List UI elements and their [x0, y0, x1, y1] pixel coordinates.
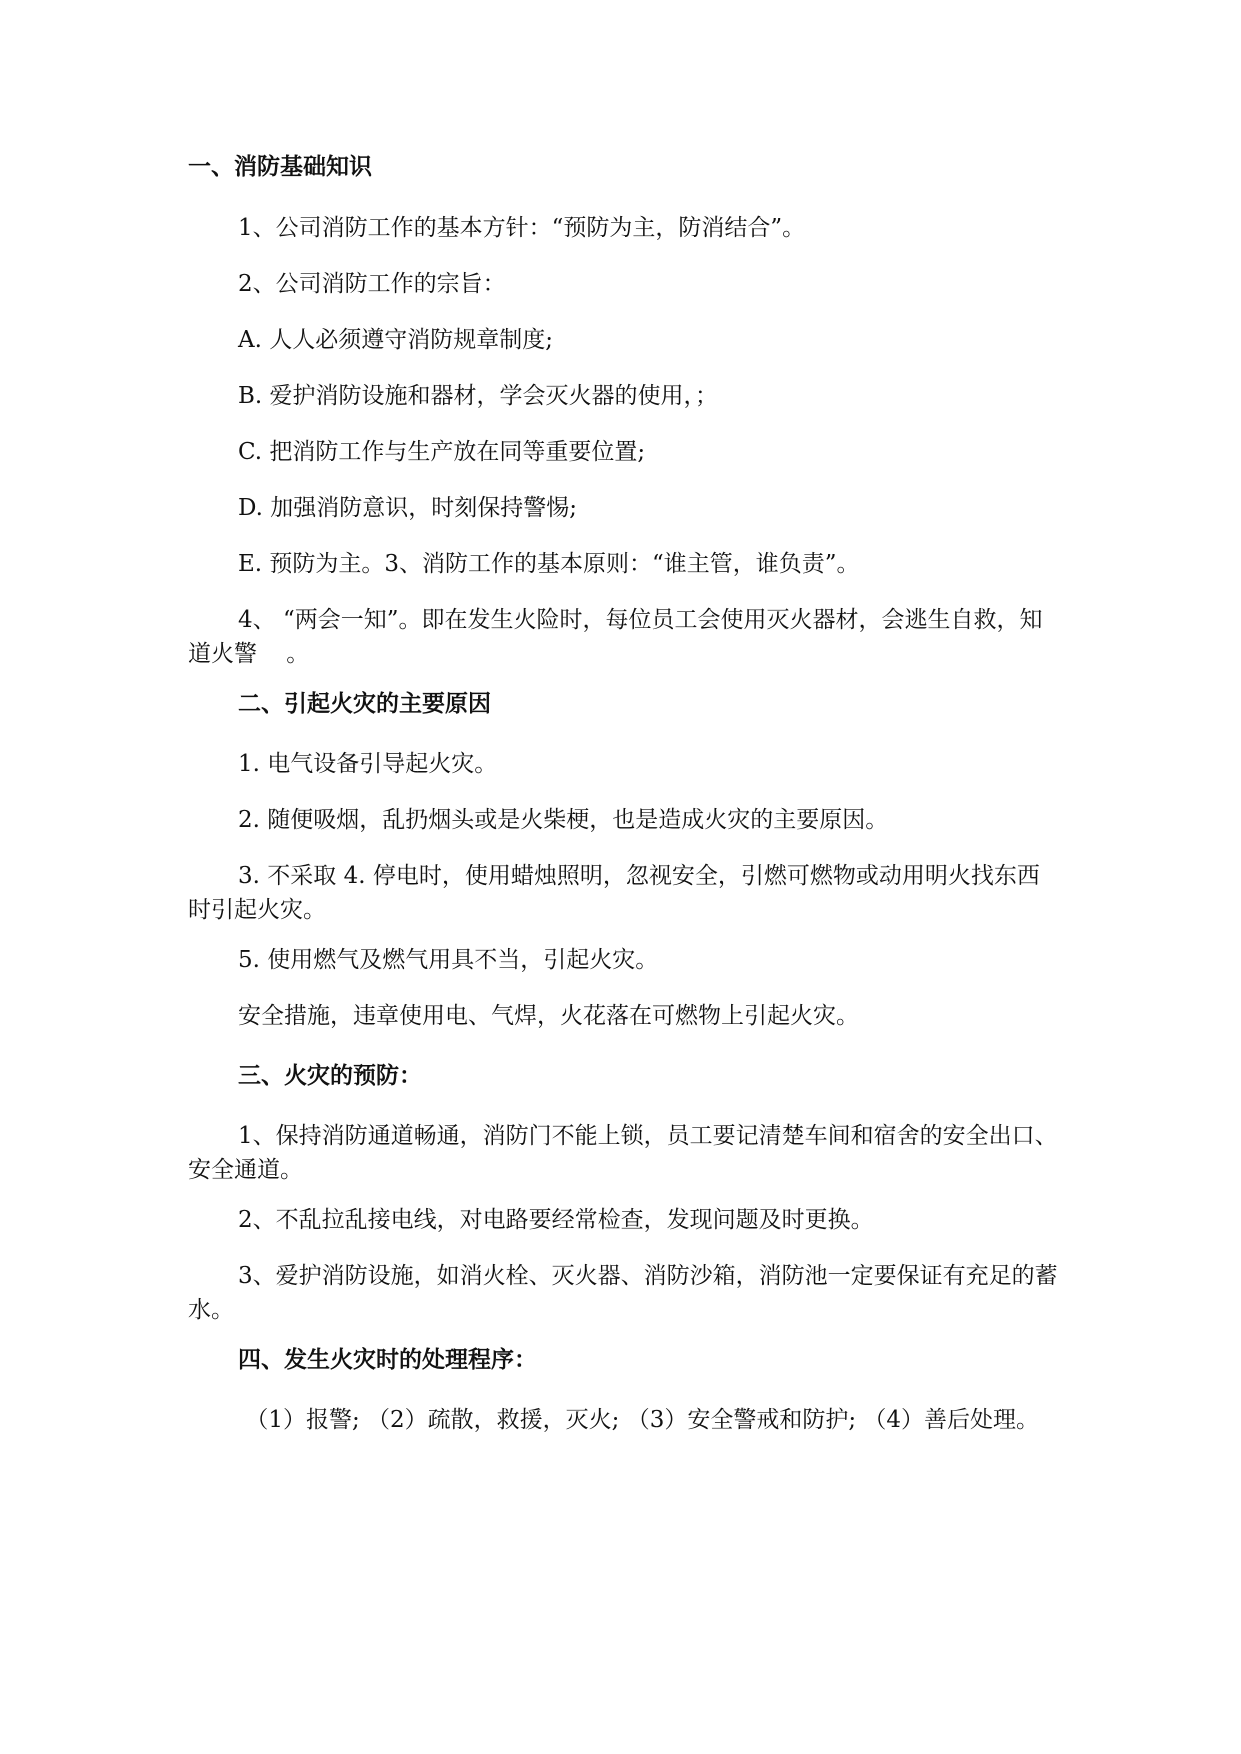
paragraph: B. 爱护消防设施和器材，学会灭火器的使用，；	[238, 383, 719, 409]
paragraph: 5. 使用燃气及燃气用具不当，引起火灾。	[238, 947, 659, 973]
paragraph: C. 把消防工作与生产放在同等重要位置;	[238, 439, 646, 465]
paragraph: 1. 电气设备引导起火灾。	[238, 751, 498, 777]
paragraph: 2、不乱拉乱接电线，对电路要经常检查，发现问题及时更换。	[238, 1207, 874, 1233]
paragraph: 3、爱护消防设施，如消火栓、灭火器、消防沙箱，消防池一定要保证有充足的蓄水。	[188, 1263, 1058, 1323]
paragraph: 1、公司消防工作的基本方针：“预防为主，防消结合”。	[238, 215, 806, 241]
paragraph: D. 加强消防意识，时刻保持警惕;	[238, 495, 577, 521]
paragraph: 3. 不采取 4. 停电时，使用蜡烛照明，忽视安全，引燃可燃物或动用明火找东西时引起火灾。	[188, 863, 1040, 923]
paragraph: （1）报警; （2）疏散，救援，灭火; （3）安全警戒和防护; （4）善后处理。	[238, 1407, 1040, 1433]
section-heading: 三、火灾的预防：	[238, 1063, 422, 1089]
paragraph: E. 预防为主。3、消防工作的基本原则：“谁主管，谁负责”。	[238, 551, 860, 577]
paragraph: 2. 随便吸烟，乱扔烟头或是火柴梗，也是造成火灾的主要原因。	[238, 807, 889, 833]
paragraph: 1、保持消防通道畅通，消防门不能上锁，员工要记清楚车间和宿舍的安全出口、安全通道。	[188, 1123, 1058, 1183]
paragraph: 2、公司消防工作的宗旨：	[238, 271, 506, 297]
paragraph: 安全措施，违章使用电、气焊，火花落在可燃物上引起火灾。	[238, 1003, 859, 1029]
section-heading: 二、引起火灾的主要原因	[238, 691, 491, 717]
paragraph: 4、 “两会一知”。即在发生火险时，每位员工会使用灭火器材，会逃生自救，知道火警 。	[188, 607, 1043, 667]
paragraph: A. 人人必须遵守消防规章制度;	[238, 327, 553, 353]
section-heading: 一、消防基础知识	[188, 154, 372, 180]
section-heading: 四、发生火灾时的处理程序：	[238, 1347, 537, 1373]
